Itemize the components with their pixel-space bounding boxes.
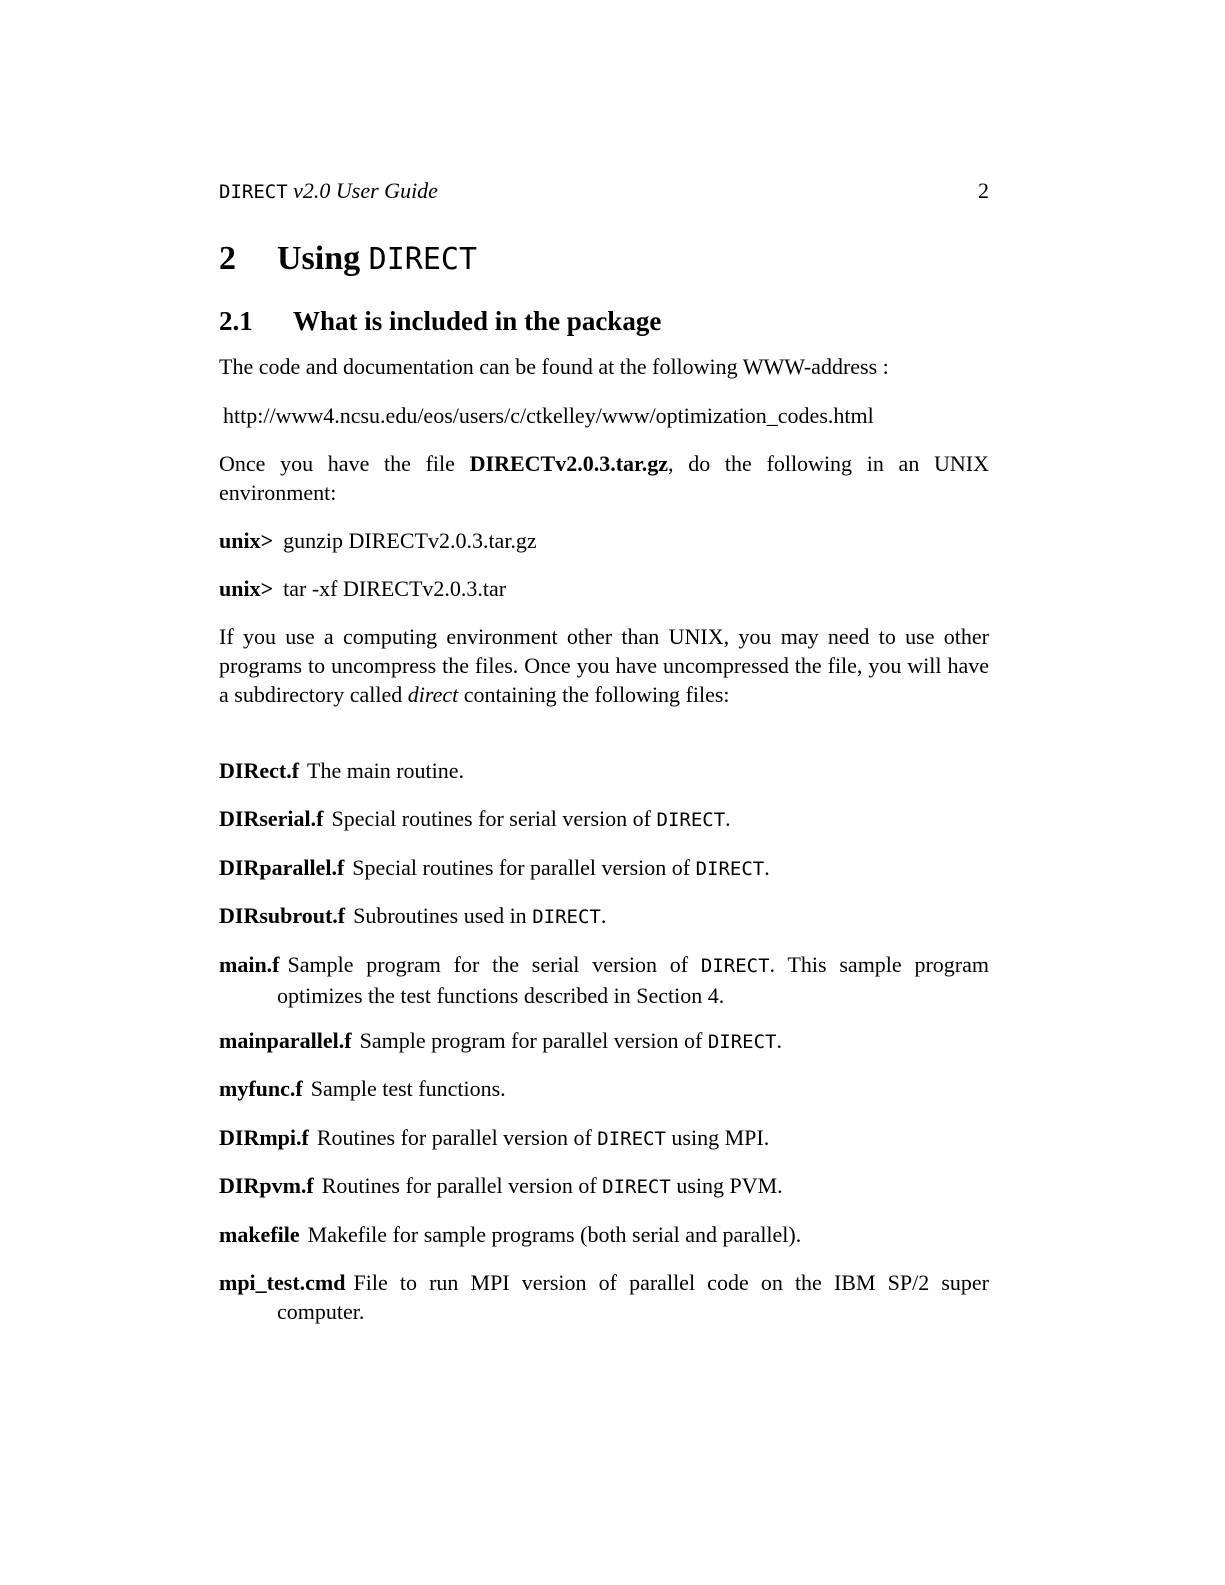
file-list-item: DIRsubrout.f Subroutines used in DIRECT. bbox=[219, 903, 607, 928]
file-list-item: mpi_test.cmd File to run MPI version of parallel code on the IBM SP/2 super computer. bbox=[219, 1270, 989, 1324]
running-header bbox=[219, 178, 989, 206]
file-list-item: main.f Sample program for the serial version of DIRECT. This sample program optimizes the test functions described in Section 4. bbox=[219, 952, 990, 1008]
file-list-item: makefile Makefile for sample programs (both serial and parallel). bbox=[219, 1222, 802, 1247]
subsection-heading bbox=[219, 306, 661, 337]
download-url[interactable]: http://www4.ncsu.edu/eos/users/c/ctkelley/www/optimization_codes.html bbox=[223, 403, 874, 428]
page-number: 2 bbox=[978, 178, 989, 203]
file-list-item: myfunc.f Sample test functions. bbox=[219, 1076, 506, 1101]
section-title-prefix: Using bbox=[277, 240, 361, 277]
archive-filename: DIRECTv2.0.3.tar.gz bbox=[469, 451, 669, 476]
intro-paragraph: The code and documentation can be found at the following WWW-address : bbox=[219, 354, 889, 379]
subsection-title: What is included in the package bbox=[293, 306, 662, 336]
document-page bbox=[219, 0, 989, 1585]
section-title-mono: DIRECT bbox=[368, 242, 478, 277]
file-list-item: DIRect.f The main routine. bbox=[219, 758, 465, 783]
other-env-paragraph: If you use a computing environment other than UNIX, you may need to use other programs to uncompress the files. Once you have uncompressed the file, you will have a subdirectory called direct containing the following files: bbox=[219, 624, 989, 707]
once-paragraph: Once you have the file DIRECTv2.0.3.tar.gz, do the following in an UNIX environment: bbox=[219, 451, 990, 505]
file-list-item: mainparallel.f Sample program for parallel version of DIRECT. bbox=[219, 1028, 782, 1053]
file-list-item: DIRmpi.f Routines for parallel version of DIRECT using MPI. bbox=[219, 1125, 770, 1150]
subsection-number: 2.1 bbox=[219, 306, 253, 336]
header-doc-title: DIRECT v2.0 User Guide bbox=[219, 178, 438, 203]
section-number: 2 bbox=[219, 240, 236, 277]
section-heading bbox=[219, 240, 477, 278]
file-list-item: DIRserial.f Special routines for serial version of DIRECT. bbox=[219, 806, 731, 831]
command-line: unix> gunzip DIRECTv2.0.3.tar.gz bbox=[219, 528, 537, 553]
file-list-item: DIRparallel.f Special routines for parallel version of DIRECT. bbox=[219, 855, 770, 880]
command-line: unix> tar -xf DIRECTv2.0.3.tar bbox=[219, 576, 507, 601]
directory-name: direct bbox=[407, 682, 459, 707]
file-list-item: DIRpvm.f Routines for parallel version of DIRECT using PVM. bbox=[219, 1173, 783, 1198]
